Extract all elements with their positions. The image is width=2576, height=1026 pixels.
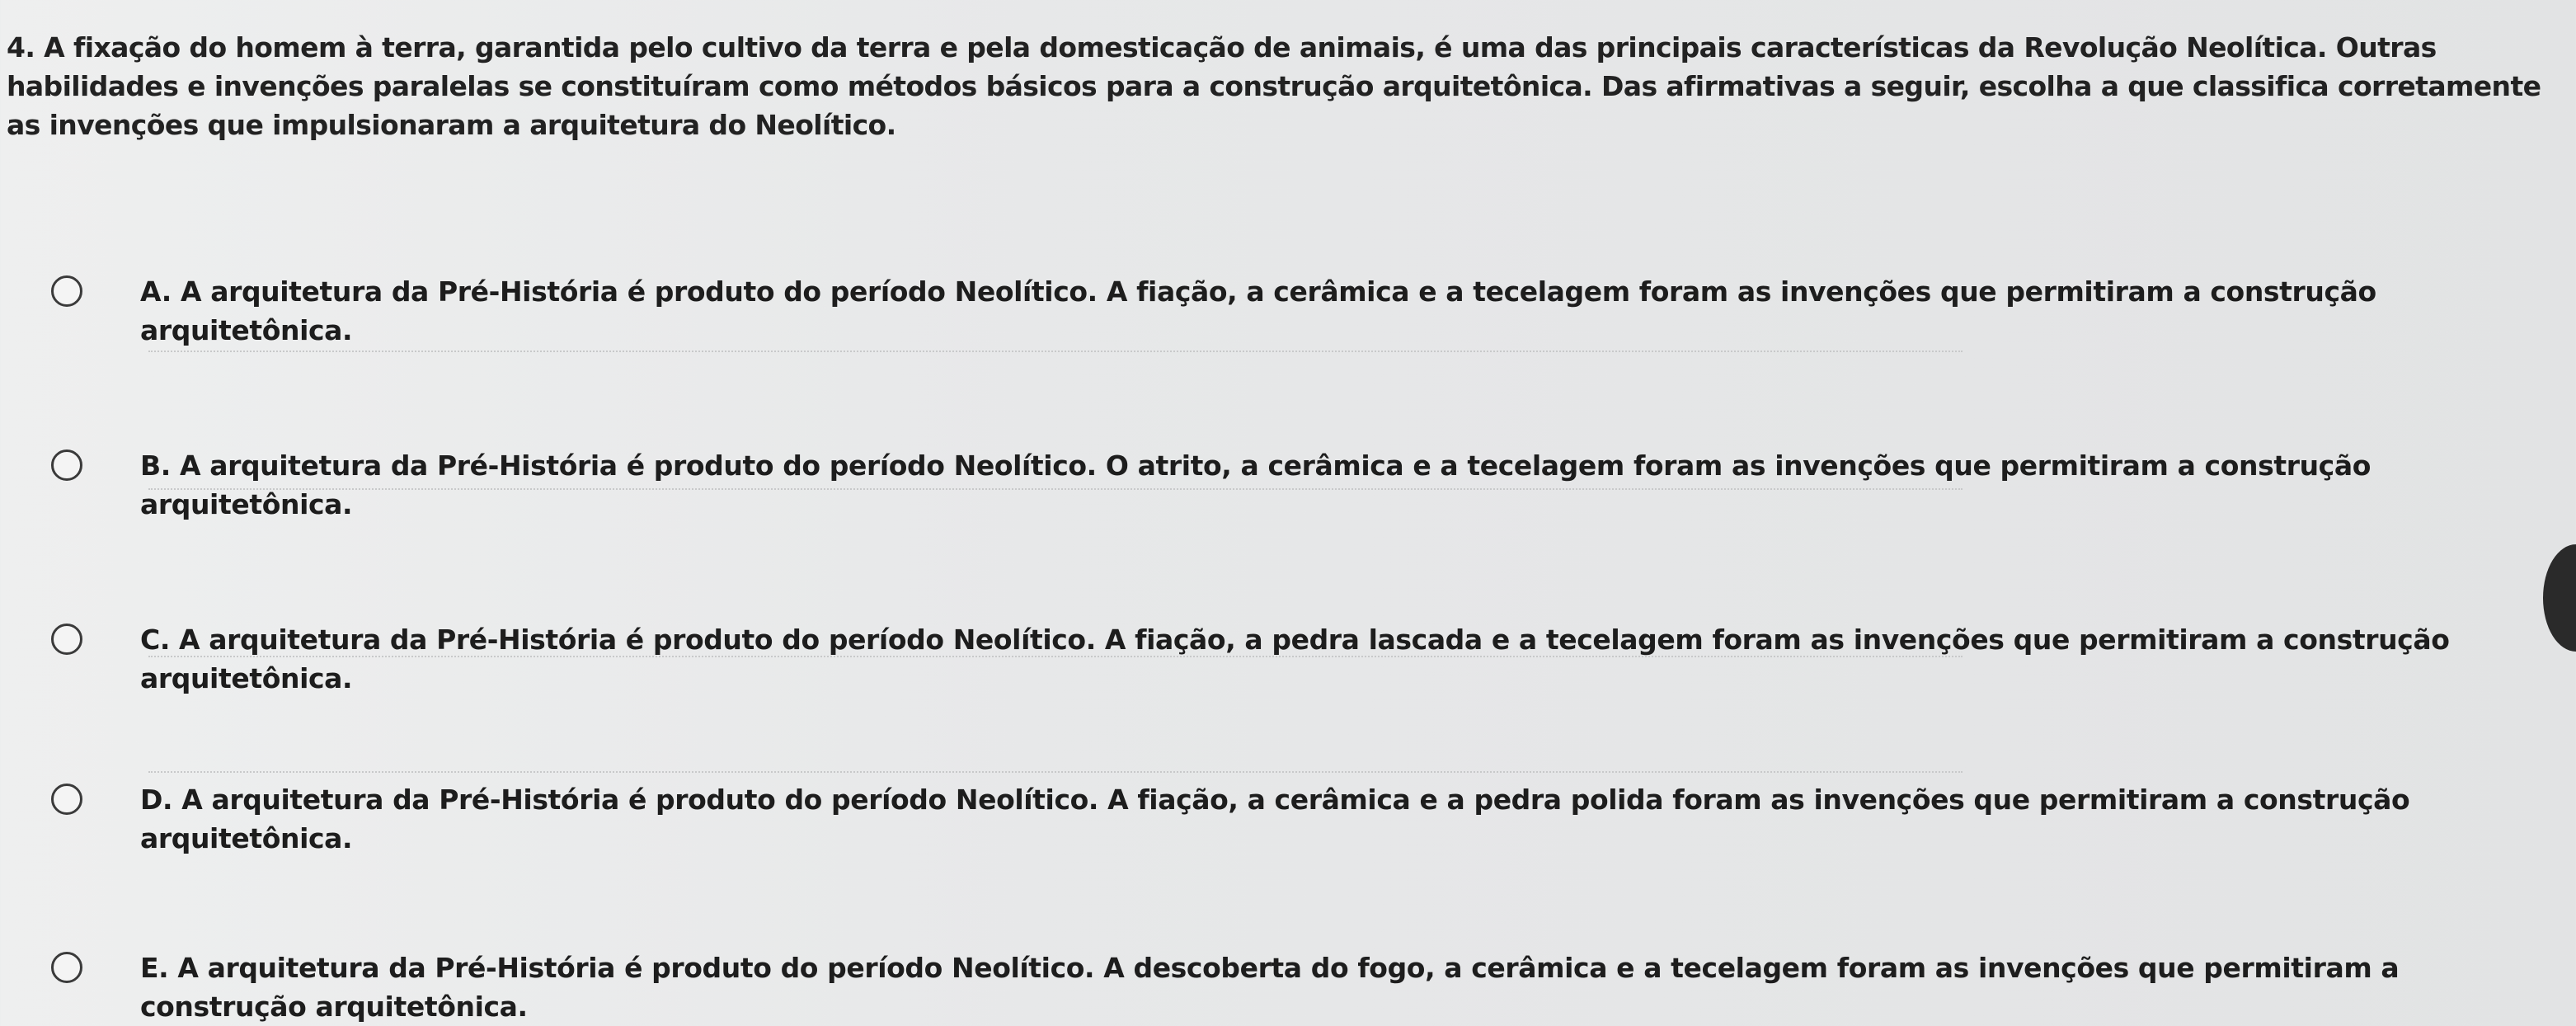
option-d[interactable]: [49, 780, 2564, 858]
radio-button-e[interactable]: [51, 952, 82, 983]
radio-button-d[interactable]: [51, 784, 82, 815]
option-d-label: D. A arquitetura da Pré-História é produto do período Neolítico. A fiação, a cerâmica e a pedra polida foram as invenções que permitiram a construção arquitetônica.: [140, 784, 2410, 854]
option-b[interactable]: [49, 446, 2564, 524]
option-e-label: E. A arquitetura da Pré-História é produto do período Neolítico. A descoberta do fogo, a cerâmica e a tecelagem foram as invenções que permitiram a construção arquitetônica.: [140, 952, 2400, 1023]
radio-button-c[interactable]: [51, 624, 82, 655]
option-a[interactable]: [49, 272, 2564, 350]
option-b-label: B. A arquitetura da Pré-História é produto do período Neolítico. O atrito, a cerâmica e a tecelagem foram as invenções que permitiram a construção arquitetônica.: [140, 449, 2371, 520]
option-e[interactable]: [49, 948, 2564, 1026]
radio-button-b[interactable]: [51, 449, 82, 481]
answer-options: [49, 272, 2564, 1026]
option-c-label: C. A arquitetura da Pré-História é produto do período Neolítico. A fiação, a pedra lascada e a tecelagem foram as invenções que permitiram a construção arquitetônica.: [140, 624, 2450, 694]
option-a-label: A. A arquitetura da Pré-História é produto do período Neolítico. A fiação, a cerâmica e a tecelagem foram as invenções que permitiram a construção arquitetônica.: [140, 275, 2376, 346]
question-text: 4. A fixação do homem à terra, garantida pelo cultivo da terra e pela domesticação de animais, é uma das principais características da Revolução Neolítica. Outras habilidades e invenções paralelas se constituíram como métodos básicos para a construção arquitetônica. Das afirmativas a seguir, escolha a que classifica corretamente as invenções que impulsionaram a arquitetura do Neolítico.: [7, 31, 2541, 141]
option-c[interactable]: [49, 620, 2564, 698]
radio-button-a[interactable]: [51, 275, 82, 307]
